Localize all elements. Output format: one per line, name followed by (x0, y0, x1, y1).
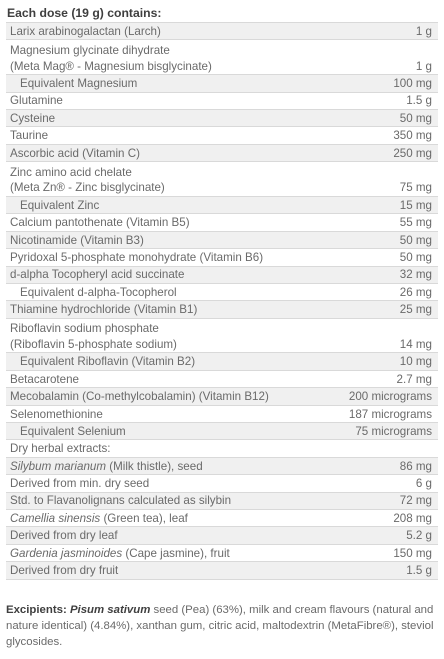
ingredient-amount: 200 micrograms (348, 390, 432, 404)
ingredient-row (6, 267, 438, 284)
ingredient-row (6, 510, 438, 527)
ingredient-row (6, 458, 438, 475)
ingredient-row (6, 75, 438, 92)
ingredient-amount: 10 mg (399, 355, 432, 369)
ingredient-latin-name: Silybum marianum (10, 459, 106, 473)
ingredient-amount: 5.2 g (406, 529, 432, 543)
ingredient-name: Derived from dry fruit (10, 564, 119, 578)
ingredient-row (6, 301, 438, 318)
ingredient-name (10, 546, 230, 562)
ingredient-common-name: (Green tea), leaf (100, 511, 188, 525)
ingredient-name: d-alpha Tocopheryl acid succinate (10, 268, 185, 282)
ingredient-name: Dry herbal extracts: (10, 442, 111, 456)
ingredient-common-name: (Milk thistle), seed (106, 459, 203, 473)
ingredient-amount: 72 mg (399, 494, 432, 508)
ingredient-amount: 6 g (415, 477, 432, 491)
ingredient-amount: 14 mg (399, 337, 432, 351)
ingredient-name: Betacarotene (10, 372, 79, 386)
ingredient-amount: 208 mg (393, 511, 432, 525)
ingredient-amount: 100 mg (393, 77, 432, 91)
ingredient-name: Ascorbic acid (Vitamin C) (10, 146, 140, 160)
ingredient-amount: 55 mg (399, 216, 432, 230)
ingredient-common-name: (Cape jasmine), fruit (122, 546, 230, 560)
ingredient-amount: 50 mg (399, 111, 432, 125)
ingredient-row (6, 493, 438, 510)
ingredient-row (6, 40, 438, 75)
ingredients-panel (6, 4, 438, 580)
ingredient-row (6, 388, 438, 405)
ingredient-amount: 1.5 g (406, 564, 432, 578)
ingredient-row (6, 423, 438, 440)
excipients-paragraph (6, 602, 438, 650)
ingredient-latin-name: Gardenia jasminoides (10, 546, 123, 560)
ingredient-name: Calcium pantothenate (Vitamin B5) (10, 216, 190, 230)
ingredient-row (6, 545, 438, 562)
ingredient-row (6, 249, 438, 266)
ingredient-row (6, 353, 438, 370)
ingredient-row (6, 371, 438, 388)
ingredient-name (10, 511, 188, 527)
ingredient-row (6, 406, 438, 423)
ingredient-row (6, 440, 438, 457)
ingredient-amount: 2.7 mg (396, 372, 432, 386)
ingredient-amount: 50 mg (399, 233, 432, 247)
ingredient-amount: 1.5 g (406, 94, 432, 108)
ingredient-table (6, 22, 438, 580)
ingredient-amount: 250 mg (393, 146, 432, 160)
ingredient-name: Equivalent Zinc (20, 198, 100, 212)
ingredient-row (6, 232, 438, 249)
dose-heading: Each dose (19 g) contains: (7, 6, 162, 20)
excipients-italic-name: Pisum sativum (69, 604, 151, 616)
ingredient-row (6, 527, 438, 544)
ingredient-amount: 1 g (415, 59, 432, 73)
ingredient-row (6, 284, 438, 301)
ingredient-row (6, 214, 438, 231)
ingredient-row (6, 162, 438, 197)
ingredient-amount: 350 mg (393, 129, 432, 143)
ingredient-row (6, 562, 438, 579)
excipients-text: seed (Pea) (63%), milk and cream flavours (natural and nature identical) (4.84%), xanthan gum, citric acid, maltodextrin (MetaFibre®), steviol glycosides. (6, 604, 434, 648)
ingredient-name: Derived from min. dry seed (10, 477, 150, 491)
ingredient-name: Zinc amino acid chelate (Meta Zn® - Zinc bisglycinate) (10, 165, 165, 195)
ingredient-amount: 25 mg (399, 303, 432, 317)
ingredient-name: Larix arabinogalactan (Larch) (10, 24, 161, 38)
ingredient-amount: 150 mg (393, 546, 432, 560)
ingredient-name: Selenomethionine (10, 407, 103, 421)
ingredient-name: Riboflavin sodium phosphate (Riboflavin 5-phosphate sodium) (10, 322, 177, 351)
ingredient-row (6, 145, 438, 162)
ingredient-latin-name: Camellia sinensis (10, 511, 101, 525)
ingredient-row (6, 475, 438, 492)
ingredient-name: Mecobalamin (Co-methylcobalamin) (Vitamin B12) (10, 390, 269, 404)
ingredient-row (6, 93, 438, 110)
ingredient-row (6, 110, 438, 127)
ingredient-name: Equivalent Magnesium (20, 77, 138, 91)
ingredient-name: Std. to Flavanolignans calculated as silybin (10, 494, 232, 508)
ingredient-name: Equivalent d-alpha-Tocopherol (20, 285, 177, 299)
ingredient-name: Pyridoxal 5-phosphate monohydrate (Vitamin B6) (10, 251, 264, 264)
ingredient-name: Thiamine hydrochloride (Vitamin B1) (10, 303, 198, 317)
ingredient-amount: 75 micrograms (355, 424, 432, 438)
ingredient-row (6, 23, 438, 40)
ingredient-name (10, 459, 203, 475)
ingredient-name: Nicotinamide (Vitamin B3) (10, 233, 144, 247)
ingredient-row (6, 319, 438, 354)
ingredient-row (6, 197, 438, 214)
ingredient-name: Equivalent Selenium (20, 424, 126, 438)
ingredient-amount: 1 g (415, 24, 432, 38)
ingredient-amount: 26 mg (399, 285, 432, 299)
ingredient-amount: 50 mg (399, 251, 432, 264)
ingredient-name: Cysteine (10, 111, 56, 125)
ingredient-amount: 75 mg (399, 181, 432, 195)
ingredient-amount: 86 mg (399, 459, 432, 473)
ingredient-amount: 32 mg (399, 268, 432, 282)
ingredient-name: Taurine (10, 129, 49, 143)
ingredient-name: Magnesium glycinate dihydrate (Meta Mag® - Magnesium bisglycinate) (10, 44, 212, 73)
ingredient-name: Equivalent Riboflavin (Vitamin B2) (20, 355, 196, 369)
ingredient-amount: 187 micrograms (348, 407, 432, 421)
ingredient-name: Derived from dry leaf (10, 529, 118, 543)
ingredient-amount: 15 mg (399, 198, 432, 212)
ingredient-name: Glutamine (10, 94, 63, 108)
excipients-label: Excipients: (6, 604, 67, 616)
ingredient-row (6, 127, 438, 144)
